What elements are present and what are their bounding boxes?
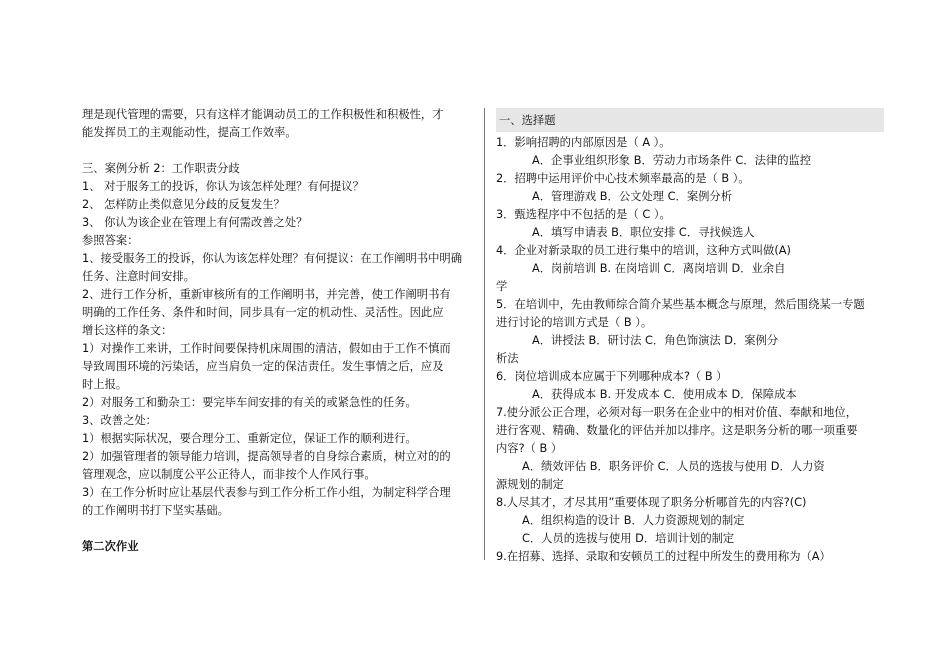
answer-2-line-2: 明确的工作任务、条件和时间，同步具有一定的机动性、灵活性。因此应 <box>82 306 444 319</box>
answer-2-line-4: 1）对操作工来讲，工作时间要保持机床周围的清洁，假如由于工作不慎而 <box>82 342 451 355</box>
mcq-7-line-3: 内容?（ B ） <box>496 442 563 455</box>
answer-2-line-5: 导致周围环境的污染话，应当肩负一定的保洁责任。发生事情之后，应及 <box>82 360 444 373</box>
case-question-3: 3、 你认为该企业在管理上有何需改善之处？ <box>82 216 308 229</box>
mcq-5-options-cont: 析法 <box>496 352 519 365</box>
reference-answer-label: 参照答案： <box>82 234 139 247</box>
answer-3-line-2: 1）根据实际状况，要合理分工、重新定位，保证工作的顺利进行。 <box>82 432 417 445</box>
answer-3-line-1: 3、改善之处： <box>82 414 157 427</box>
answer-3-line-4: 管理观念，应以制度公平公正待人，而非按个人作风行事。 <box>82 468 376 481</box>
mcq-4-options: A．岗前培训 B. 在岗培训 C．离岗培训 D．业余自 <box>532 262 786 275</box>
answer-2-line-7: 2）对服务工和勤杂工：要完毕车间安排的有关的或紧急性的任务。 <box>82 396 417 409</box>
answer-3-line-6: 的工作阐明书打下坚实基础。 <box>82 504 229 517</box>
mcq-2: 2．招聘中运用评价中心技术频率最高的是（ B ）。 <box>496 172 750 185</box>
answer-2-line-3: 增长这样的条文： <box>82 324 173 337</box>
mcq-8-options-2: C．人员的选拔与使用 D．培训计划的制定 <box>522 532 735 545</box>
answer-3-line-3: 2）加强管理者的领导能力培训，提高领导者的自身综合素质，树立对的的 <box>82 450 451 463</box>
mcq-2-options: A．管理游戏 B．公文处理 C．案例分析 <box>532 190 733 203</box>
mcq-7-options-cont: 源规划的制定 <box>496 478 564 491</box>
mcq-6-options: A．获得成本 B. 开发成本 C．使用成本 D．保障成本 <box>532 388 797 401</box>
column-divider <box>484 108 485 560</box>
mcq-5-options: A．讲授法 B．研讨法 C．角色饰演法 D．案例分 <box>532 334 779 347</box>
mcq-5-line-2: 进行讨论的培训方式是（ B ）。 <box>496 316 653 329</box>
mcq-7-line-1: 7.使分派公正合理，必须对每一职务在企业中的相对价值、奉献和地位， <box>496 406 857 419</box>
intro-line-2: 能发挥员工的主观能动性，提高工作效率。 <box>82 126 297 139</box>
mcq-6: 6．岗位培训成本应属于下列哪种成本?（ B ） <box>496 370 728 383</box>
answer-3-line-5: 3）在工作分析时应让基层代表参与到工作分析工作小组，为制定科学合理 <box>82 486 451 499</box>
intro-line-1: 理是现代管理的需要，只有这样才能调动员工的工作积极性和积极性，才 <box>82 108 444 121</box>
mcq-3: 3．甄选程序中不包括的是（ C ）。 <box>496 208 671 221</box>
mcq-9: 9.在招募、选择、录取和安顿员工的过程中所发生的费用称为（A） <box>496 550 831 563</box>
mcq-1: 1．影响招聘的内部原因是（ A ）。 <box>496 136 671 149</box>
mcq-4: 4．企业对新录取的员工进行集中的培训，这种方式叫做(A) <box>496 244 791 257</box>
mcq-7-options: A．绩效评估 B．职务评价 C．人员的选拔与使用 D．人力资 <box>522 460 825 473</box>
answer-1-line-1: 1、接受服务工的投诉，你认为该怎样处理？有何提议：在工作阐明书中明确 <box>82 252 462 265</box>
mcq-7-line-2: 进行客观、精确、数量化的评估并加以排序。这是职务分析的哪一项重要 <box>496 424 858 437</box>
mcq-8: 8.人尽其才，才尽其用”重要体现了职务分析哪首先的内容?(C) <box>496 496 807 509</box>
mcq-5-line-1: 5．在培训中，先由教师综合简介某些基本概念与原理，然后围绕某一专题 <box>496 298 865 311</box>
answer-2-line-1: 2、进行工作分析，重新审核所有的工作阐明书，并完善，使工作阐明书有 <box>82 288 451 301</box>
case-question-2: 2、 怎样防止类似意见分歧的反复发生？ <box>82 198 285 211</box>
case-question-1: 1、 对于服务工的投诉，你认为该怎样处理？有何提议？ <box>82 180 364 193</box>
mcq-4-options-cont: 学 <box>496 280 508 293</box>
case-section-title: 三、案例分析 2：工作职责分歧 <box>82 162 240 175</box>
answer-1-line-2: 任务、注意时间安排。 <box>82 270 195 283</box>
homework-title: 第二次作业 <box>82 540 139 553</box>
choice-section-title: 一、选择题 <box>499 114 556 127</box>
answer-2-line-6: 时上报。 <box>82 378 128 391</box>
mcq-1-options: A．企事业组织形象 B．劳动力市场条件 C．法律的监控 <box>532 154 812 167</box>
mcq-3-options: A．填写申请表 B．职位安排 C．寻找候选人 <box>532 226 755 239</box>
mcq-8-options-1: A．组织构造的设计 B．人力资源规划的制定 <box>522 514 745 527</box>
